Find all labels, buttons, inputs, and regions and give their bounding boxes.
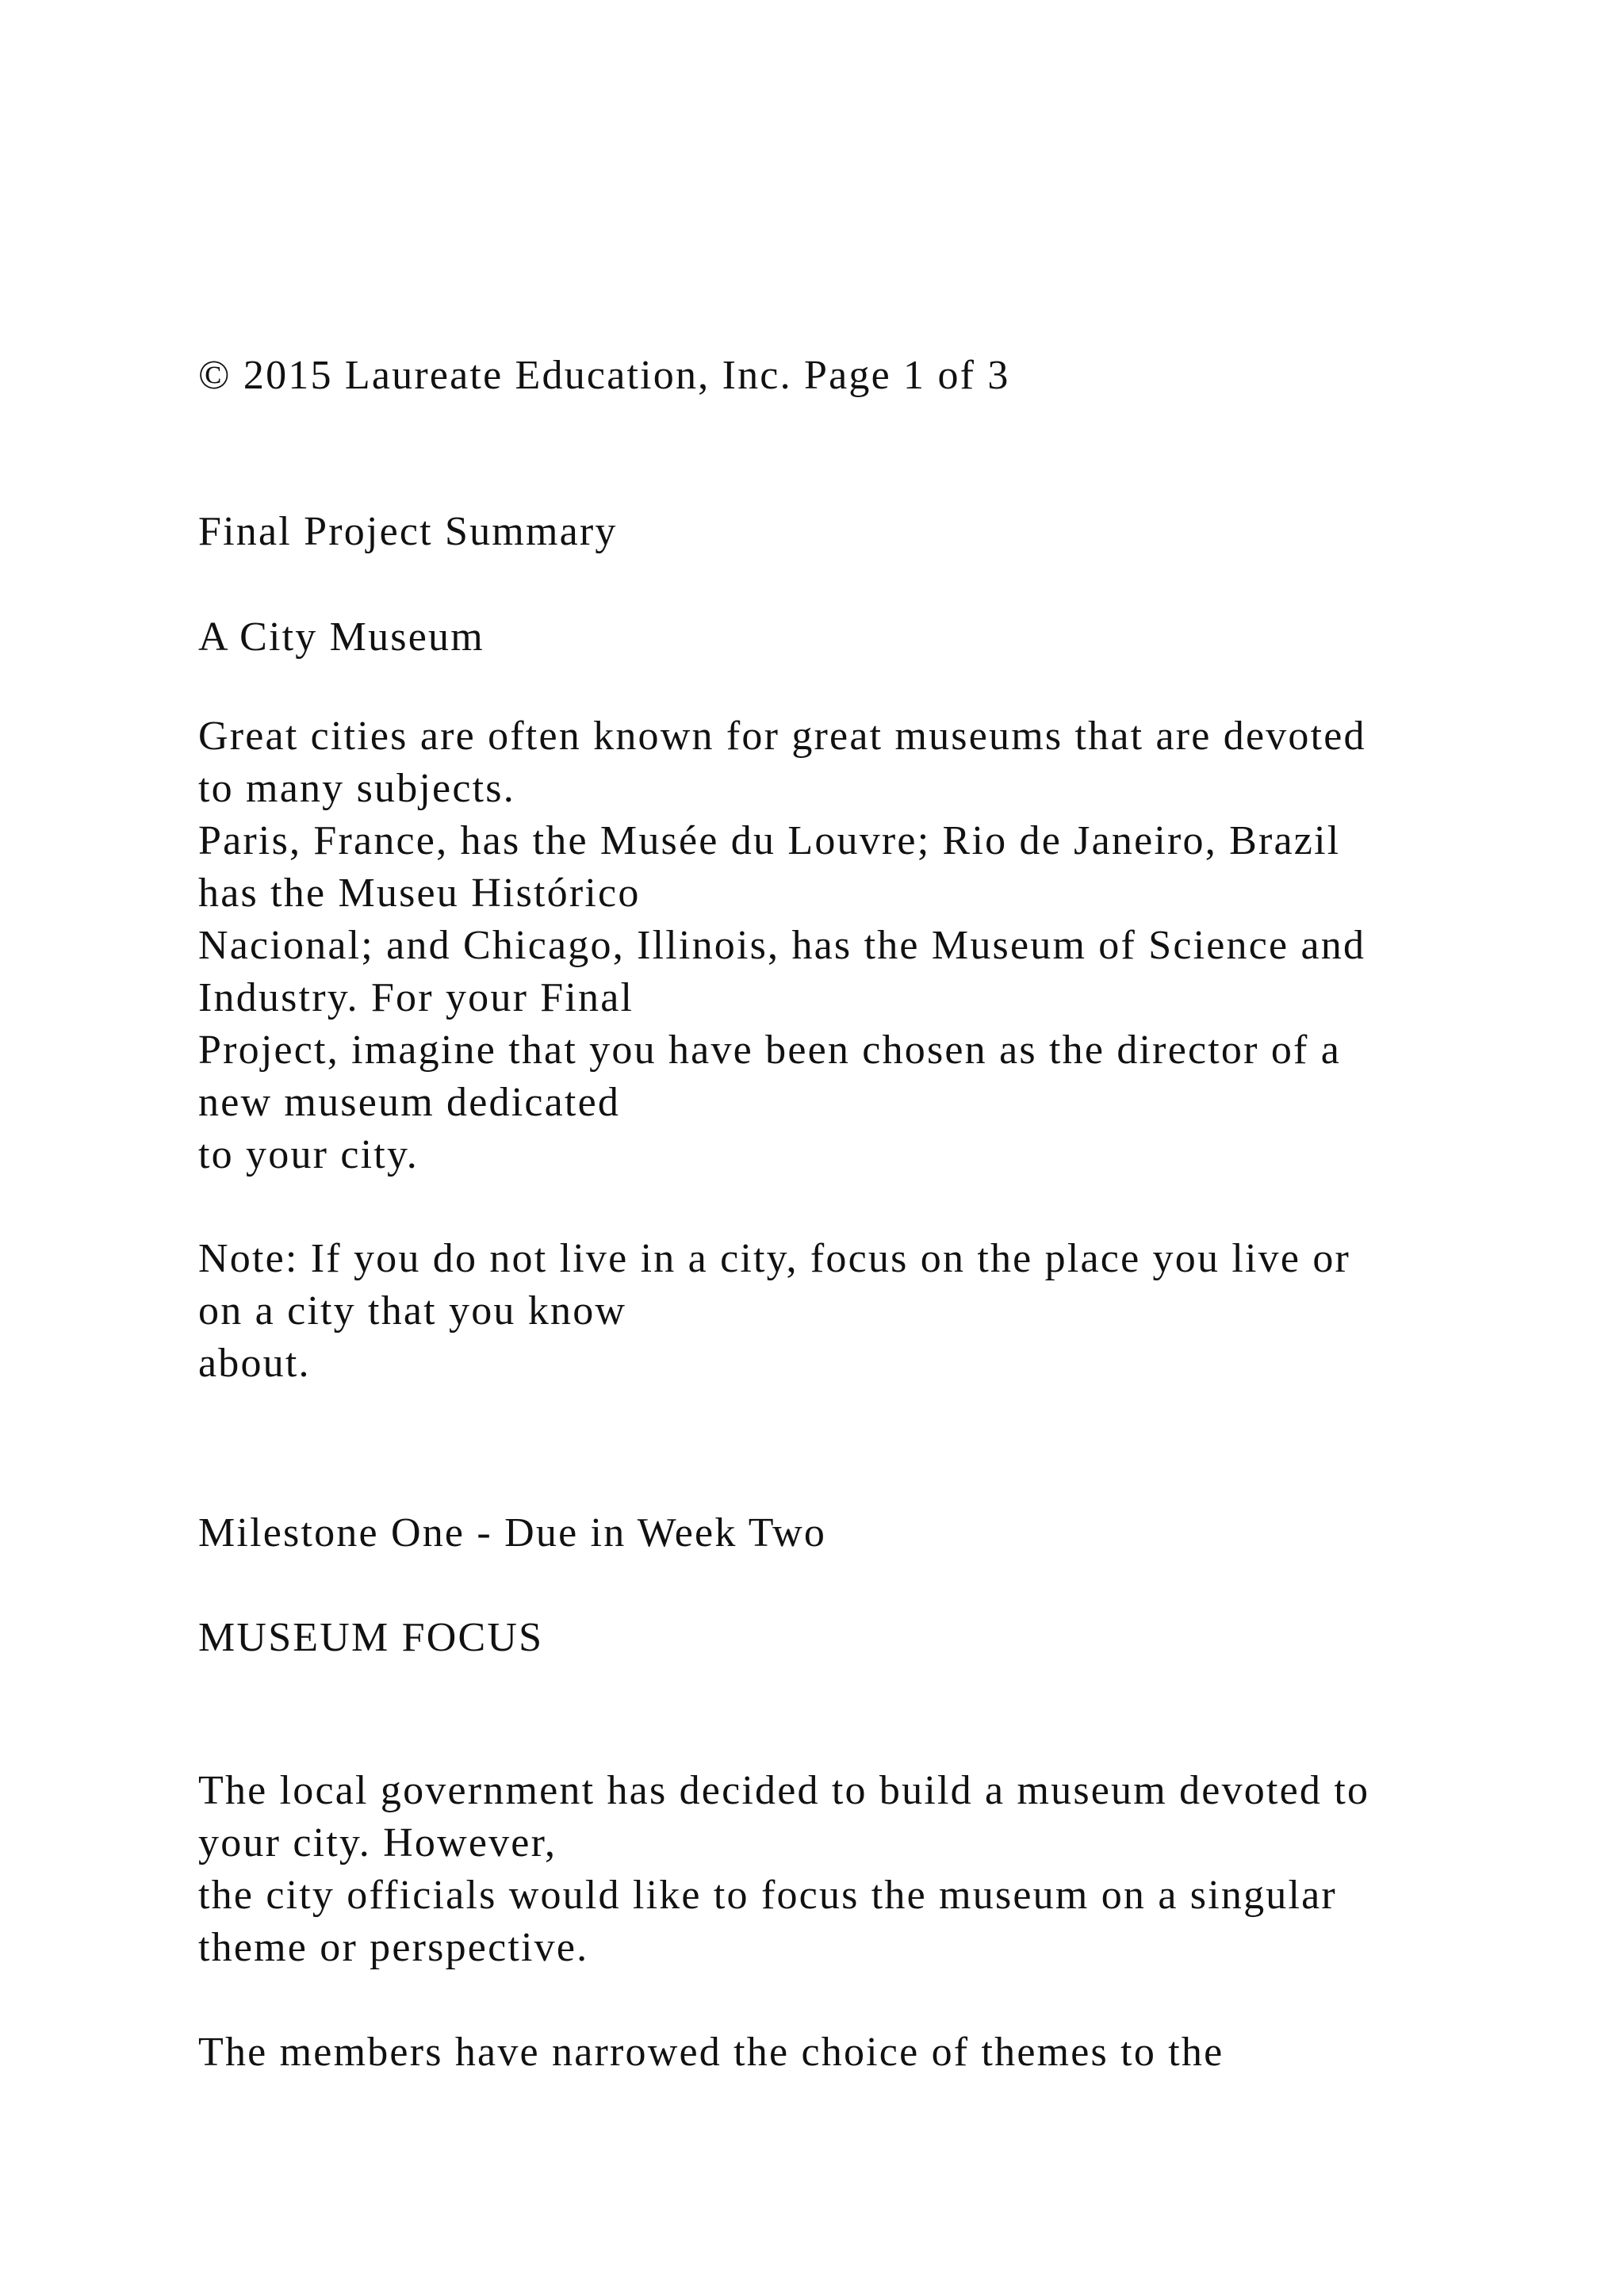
note-paragraph	[198, 1233, 1350, 1390]
paragraph-line: Nacional; and Chicago, Illinois, has the Museum of Science and	[198, 923, 1366, 968]
paragraph-line: to your city.	[198, 1132, 419, 1177]
paragraph-line: about.	[198, 1341, 311, 1386]
members-paragraph	[198, 2026, 1224, 2079]
intro-paragraph	[198, 710, 1366, 1181]
paragraph-line: Industry. For your Final	[198, 975, 634, 1020]
local-government-paragraph	[198, 1765, 1369, 1974]
paragraph-line: Note: If you do not live in a city, focus on the place you live or	[198, 1236, 1351, 1281]
paragraph-line: Paris, France, has the Musée du Louvre; Rio de Janeiro, Brazil	[198, 818, 1341, 863]
paragraph-line: has the Museu Histórico	[198, 871, 641, 916]
page-header-copyright: © 2015 Laureate Education, Inc. Page 1 of 3	[198, 353, 1010, 398]
paragraph-line: The members have narrowed the choice of themes to the	[198, 2030, 1224, 2075]
document-subtitle: A City Museum	[198, 614, 485, 660]
document-title: Final Project Summary	[198, 509, 618, 554]
paragraph-line: theme or perspective.	[198, 1925, 589, 1970]
paragraph-line: The local government has decided to build a museum devoted to	[198, 1768, 1370, 1813]
paragraph-line: the city officials would like to focus the museum on a singular	[198, 1873, 1337, 1918]
paragraph-line: to many subjects.	[198, 766, 515, 811]
paragraph-line: your city. However,	[198, 1820, 557, 1866]
paragraph-line: Project, imagine that you have been chosen as the director of a	[198, 1027, 1342, 1073]
paragraph-line: on a city that you know	[198, 1288, 627, 1334]
section-heading: MUSEUM FOCUS	[198, 1615, 544, 1660]
paragraph-line: Great cities are often known for great museums that are devoted	[198, 714, 1366, 759]
paragraph-line: new museum dedicated	[198, 1080, 621, 1125]
milestone-heading: Milestone One - Due in Week Two	[198, 1510, 827, 1556]
